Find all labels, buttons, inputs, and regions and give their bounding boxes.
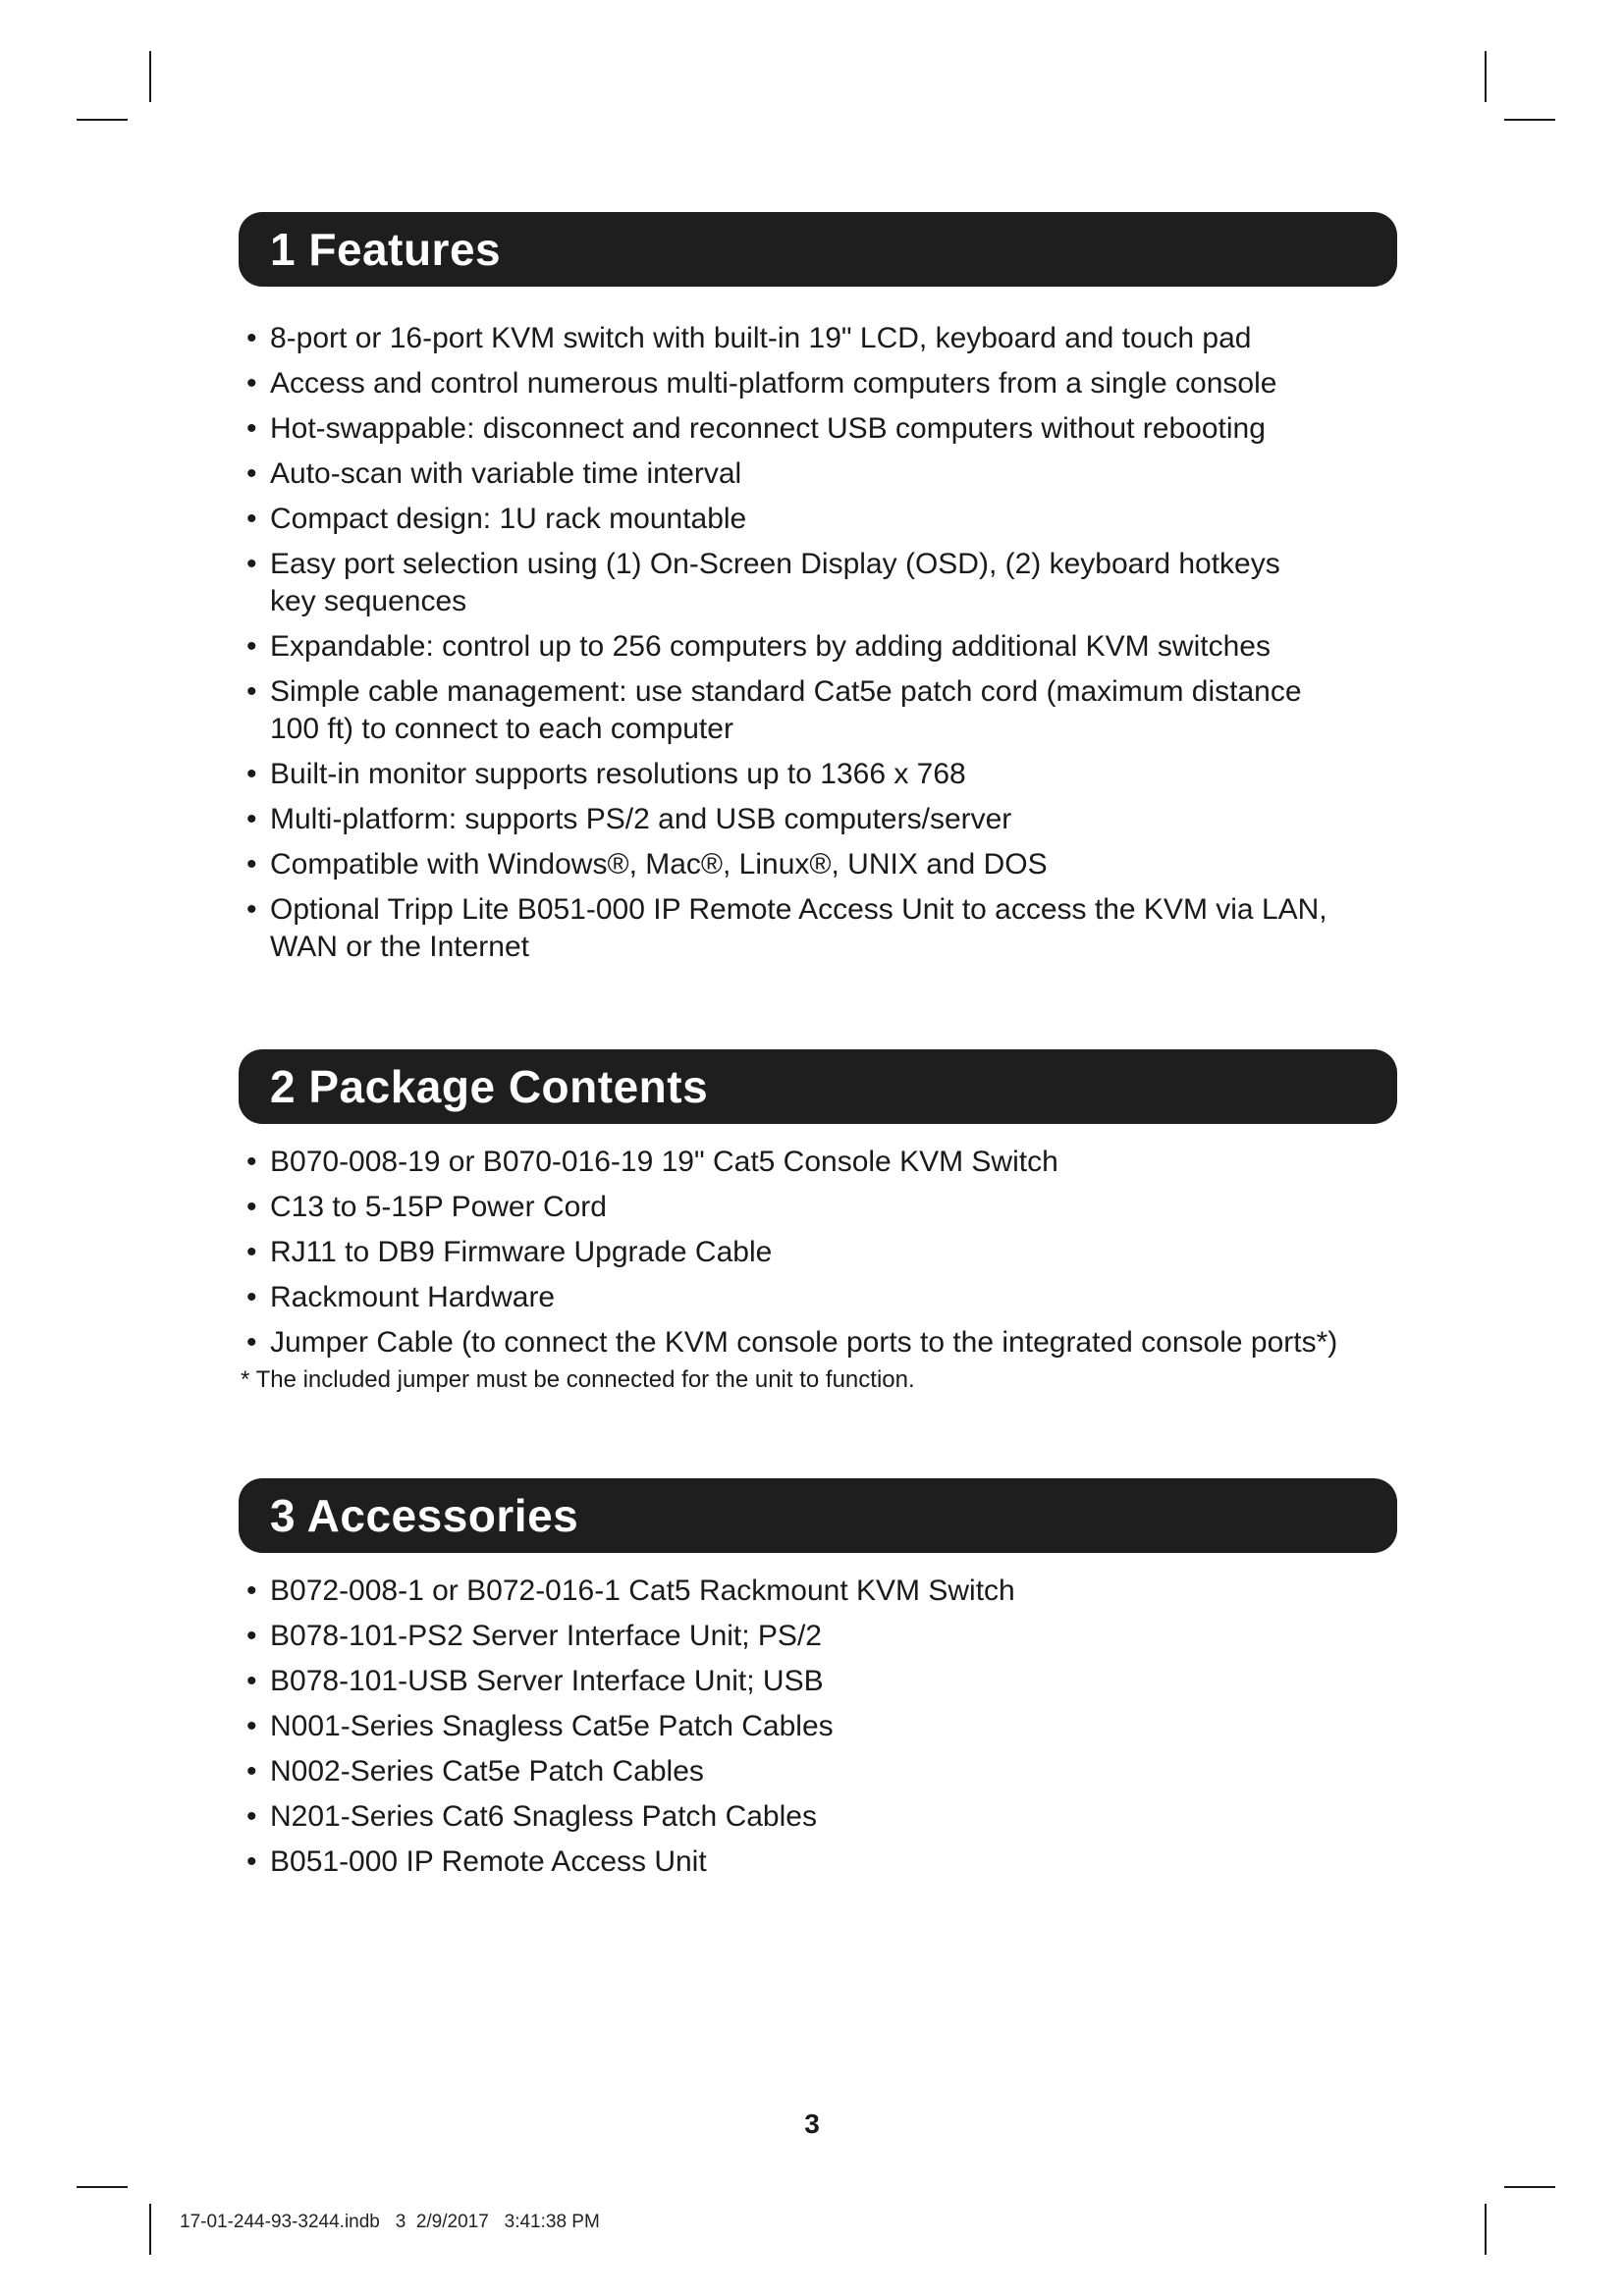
list-item: • Compact design: 1U rack mountable xyxy=(239,501,1397,538)
list-item: • Jumper Cable (to connect the KVM console ports to the integrated console ports*) xyxy=(239,1324,1397,1362)
features-list xyxy=(239,320,1397,966)
list-item: • C13 to 5-15P Power Cord xyxy=(239,1189,1397,1226)
list-item: • Multi-platform: supports PS/2 and USB computers/server xyxy=(239,801,1397,838)
list-item: • B078-101-USB Server Interface Unit; USB xyxy=(239,1663,1397,1700)
page-number: 3 xyxy=(804,2109,820,2139)
list-item: • N002-Series Cat5e Patch Cables xyxy=(239,1753,1397,1790)
list-item: • B072-008-1 or B072-016-1 Cat5 Rackmount KVM Switch xyxy=(239,1573,1397,1610)
section-header xyxy=(239,1478,1397,1553)
list-item: • B070-008-19 or B070-016-19 19" Cat5 Console KVM Switch xyxy=(239,1144,1397,1181)
features-section xyxy=(239,212,1397,966)
list-item: • N201-Series Cat6 Snagless Patch Cables xyxy=(239,1798,1397,1836)
list-item: • Auto-scan with variable time interval xyxy=(239,455,1397,493)
footnote: * The included jumper must be connected for the unit to function. xyxy=(241,1366,915,1393)
list-item: • B051-000 IP Remote Access Unit xyxy=(239,1843,1397,1881)
list-item: • Expandable: control up to 256 computers by adding additional KVM switches xyxy=(239,628,1397,666)
crop-mark xyxy=(149,51,151,102)
crop-mark xyxy=(149,2204,151,2255)
list-item: • Easy port selection using (1) On-Screen Display (OSD), (2) keyboard hotkeys key sequences xyxy=(239,546,1330,620)
list-item: • Optional Tripp Lite B051-000 IP Remote Access Unit to access the KVM via LAN, WAN or the Internet xyxy=(239,891,1360,966)
list-item: • Rackmount Hardware xyxy=(239,1279,1397,1316)
list-item: • RJ11 to DB9 Firmware Upgrade Cable xyxy=(239,1234,1397,1271)
list-item: • Compatible with Windows®, Mac®, Linux®, UNIX and DOS xyxy=(239,846,1397,883)
list-item: • 8-port or 16-port KVM switch with built-in 19" LCD, keyboard and touch pad xyxy=(239,320,1397,357)
list-item: • B078-101-PS2 Server Interface Unit; PS/2 xyxy=(239,1618,1397,1655)
list-item: • Access and control numerous multi-platform computers from a single console xyxy=(239,365,1397,402)
list-item: • Hot-swappable: disconnect and reconnect USB computers without rebooting xyxy=(239,410,1397,448)
package-contents-list xyxy=(239,1144,1397,1362)
section-title: 2 Package Contents xyxy=(270,1061,709,1112)
crop-mark xyxy=(77,119,128,121)
section-header xyxy=(239,212,1397,287)
accessories-section xyxy=(239,1478,1397,1881)
list-item: • N001-Series Snagless Cat5e Patch Cables xyxy=(239,1708,1397,1745)
section-title: 1 Features xyxy=(270,224,502,275)
crop-mark xyxy=(1485,51,1487,102)
package-contents-section xyxy=(239,1049,1397,1395)
section-header xyxy=(239,1049,1397,1124)
crop-mark xyxy=(77,2186,128,2188)
crop-mark xyxy=(1504,2186,1555,2188)
crop-mark xyxy=(1485,2204,1487,2255)
section-title: 3 Accessories xyxy=(270,1490,579,1541)
accessories-list xyxy=(239,1573,1397,1881)
list-item: • Built-in monitor supports resolutions up to 1366 x 768 xyxy=(239,756,1397,793)
list-item: • Simple cable management: use standard Cat5e patch cord (maximum distance 100 ft) to connect to each computer xyxy=(239,673,1340,748)
crop-mark xyxy=(1504,119,1555,121)
print-slug: 17-01-244-93-3244.indb 3 2/9/2017 3:41:38 PM xyxy=(180,2212,600,2232)
